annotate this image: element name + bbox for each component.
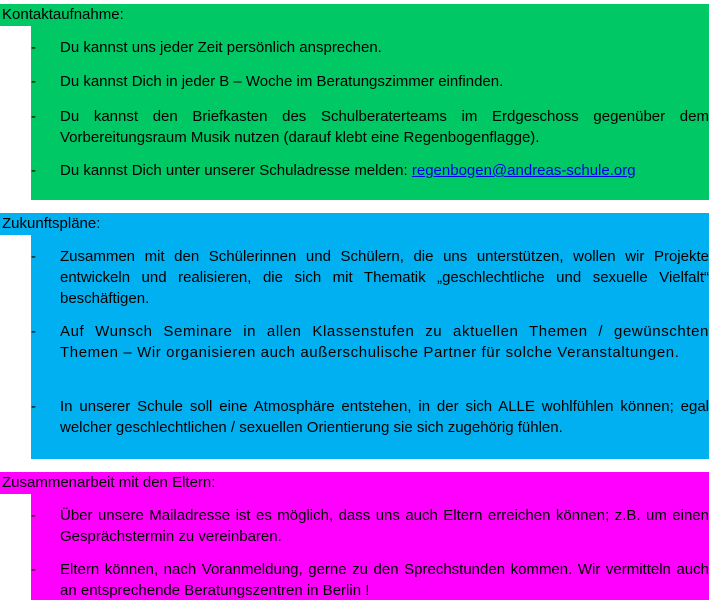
dash-bullet: - <box>31 507 36 524</box>
parents-item-1: Über unsere Mailadresse ist es möglich, dass uns auch Eltern erreichen können; z.B. um einen Gesprächstermin zu vereinbaren. <box>60 507 709 545</box>
future-heading: Zukunftspläne: <box>0 213 709 235</box>
contact-heading: Kontaktaufnahme: <box>0 4 709 26</box>
future-item-3: In unserer Schule soll eine Atmosphäre entstehen, in der sich ALLE wohlfühlen können; egal welcher geschlechtlichen / sexuellen Orientierung sie sich zugehörig fühlen. <box>60 398 709 436</box>
contact-item-4-label: Du kannst Dich unter unserer Schuladresse melden: <box>60 162 412 179</box>
dash-bullet: - <box>31 398 36 415</box>
dash-bullet: - <box>31 73 36 90</box>
future-list <box>31 235 709 459</box>
dash-bullet: - <box>31 561 36 578</box>
contact-item-2: Du kannst Dich in jeder B – Woche im Beratungszimmer einfinden. <box>60 73 504 90</box>
future-item-2: Auf Wunsch Seminare in allen Klassenstufen zu aktuellen Themen / gewünschten Themen – Wir organisieren auch außerschulische Partner für solche Veranstaltungen. <box>60 323 709 361</box>
contact-list <box>31 26 709 200</box>
contact-item-4 <box>60 160 709 181</box>
dash-bullet: - <box>31 162 36 179</box>
future-item-1: Zusammen mit den Schülerinnen und Schülern, die uns unterstützen, wollen wir Projekte entwickeln und realisieren, die sich mit Thematik „geschlechtliche und sexuelle Vielfalt“ beschäftigen. <box>60 248 709 307</box>
contact-item-3: Du kannst den Briefkasten des Schulberaterteams im Erdgeschoss gegenüber dem Vorbereitungsraum Musik nutzen (darauf klebt eine Regenbogenflagge). <box>60 108 709 146</box>
parents-item-2: Eltern können, nach Voranmeldung, gerne zu den Sprechstunden kommen. Wir vermitteln auch an entsprechende Beratungszentren in Berlin ! <box>60 561 709 599</box>
contact-item-1: Du kannst uns jeder Zeit persönlich ansprechen. <box>60 39 382 56</box>
dash-bullet: - <box>31 39 36 56</box>
parents-list <box>31 494 709 600</box>
parents-heading: Zusammenarbeit mit den Eltern: <box>0 472 709 494</box>
dash-bullet: - <box>31 323 36 340</box>
dash-bullet: - <box>31 108 36 125</box>
dash-bullet: - <box>31 248 36 265</box>
email-link[interactable]: regenbogen@andreas-schule.org <box>411 162 636 179</box>
